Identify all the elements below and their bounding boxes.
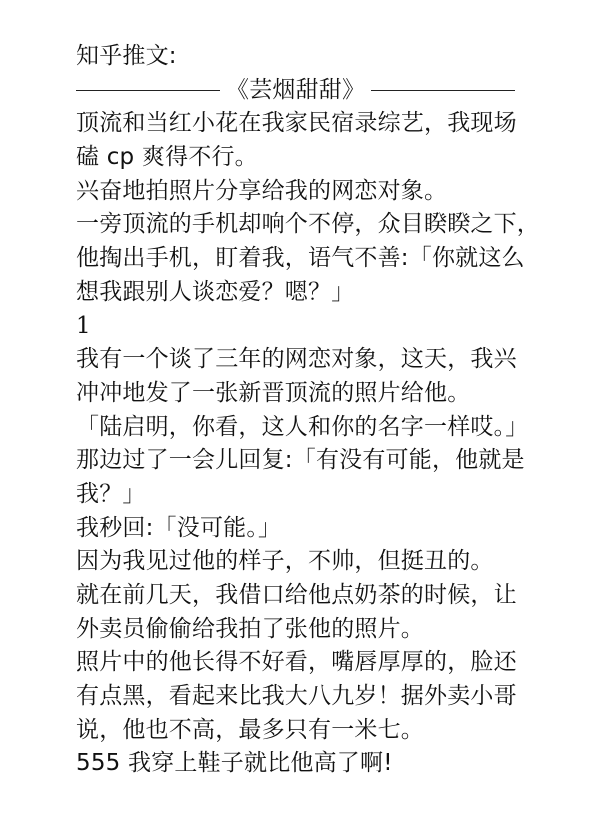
text-line: 说，他也不高，最多只有一米七。 xyxy=(76,716,424,743)
text-line: 我秒回:「没可能。」 xyxy=(76,514,282,541)
title-row xyxy=(76,74,586,108)
text-line: 因为我见过他的样子，不帅，但挺丑的。 xyxy=(76,548,494,575)
text-line: 那边过了一会儿回复:「有没有可能，他就是 xyxy=(76,447,525,474)
text-line: 照片中的他长得不好看，嘴唇厚厚的，脸还 xyxy=(76,649,517,676)
text-line: 兴奋地拍照片分享给我的网恋对象。 xyxy=(76,177,448,204)
text-line: 有点黑，看起来比我大八九岁！据外卖小哥 xyxy=(76,683,517,710)
text-line: 顶流和当红小花在我家民宿录综艺，我现场 xyxy=(76,110,517,137)
text-line: 我？」 xyxy=(76,480,146,507)
text-line: 555 我穿上鞋子就比他高了啊! xyxy=(76,750,393,777)
section-number: 1 xyxy=(76,312,91,339)
text-line: 就在前几天，我借口给他点奶茶的时候，让 xyxy=(76,582,517,608)
header-label: 知乎推文: xyxy=(76,43,177,69)
article-title: 《芸烟甜甜》 xyxy=(226,76,366,103)
title-rule-right xyxy=(371,90,515,91)
text-line: 一旁顶流的手机却响个不停，众目睽睽之下， xyxy=(76,211,540,238)
text-line: 他掏出手机，盯着我，语气不善:「你就这么 xyxy=(76,245,525,272)
text-line: 冲冲地发了一张新晋顶流的照片给他。 xyxy=(76,379,471,406)
article xyxy=(76,40,586,781)
text-line: 我有一个谈了三年的网恋对象，这天，我兴 xyxy=(76,346,517,373)
text-line: 「陆启明，你看，这人和你的名字一样哎。」 xyxy=(76,413,529,440)
text-line: 外卖员偷偷给我拍了张他的照片。 xyxy=(76,615,424,642)
title-rule-left xyxy=(76,90,220,91)
text-line: 磕 cp 爽得不行。 xyxy=(76,144,258,171)
text-line: 想我跟别人谈恋爱？嗯？」 xyxy=(76,278,355,305)
